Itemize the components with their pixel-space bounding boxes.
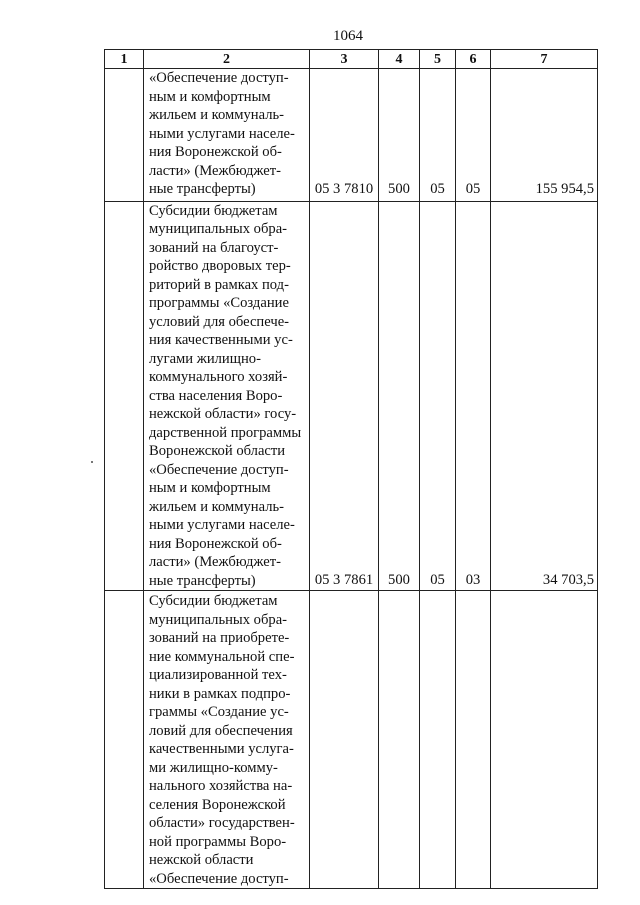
description-line: ройство дворовых тер- [149, 258, 291, 274]
header-col-1: 1 [105, 50, 144, 69]
header-col-3: 3 [310, 50, 379, 69]
description-line: риторий в рамках под- [149, 276, 289, 293]
description-line: «Обеспечение доступ- [149, 70, 289, 86]
description-line: жильем и коммуналь- [149, 107, 284, 123]
description-line: ные трансферты) [149, 572, 256, 589]
description-cell [144, 69, 310, 202]
description-line: «Обеспечение доступ- [149, 870, 289, 887]
description-line: программы «Создание [149, 295, 289, 311]
description-line: ния Воронежской об- [149, 144, 282, 160]
description-line: ные трансферты) [149, 181, 256, 197]
col5-cell: 05 [420, 201, 456, 591]
col4-cell: 500 [379, 201, 420, 591]
table-row [105, 69, 598, 202]
description-line: условий для обеспече- [149, 313, 290, 330]
row-index-cell [105, 591, 144, 889]
page-number: 1064 [333, 28, 363, 44]
description-line: «Обеспечение доступ- [149, 461, 289, 478]
row-index-cell [105, 69, 144, 202]
description-line: Субсидии бюджетам [149, 202, 278, 219]
description-line: ние коммунальной спе- [149, 648, 295, 665]
description-line: муниципальных обра- [149, 221, 288, 237]
description-line: ловий для обеспечения [149, 722, 293, 739]
description-line: зований на приобрете- [149, 630, 290, 646]
description-line: ным и комфортным [149, 88, 271, 105]
amount-cell: 155 954,5 [491, 69, 598, 202]
description-line: ния качественными ус- [149, 332, 293, 348]
code-cell: 05 3 7810 [310, 69, 379, 202]
description-line: ники в рамках подпро- [149, 685, 291, 702]
header-col-7: 7 [491, 50, 598, 69]
col6-cell [456, 591, 491, 889]
header-col-4: 4 [379, 50, 420, 69]
header-col-2: 2 [144, 50, 310, 69]
description-line: селения Воронежской [149, 796, 286, 813]
description-line: коммунального хозяй- [149, 369, 288, 385]
description-line: жильем и коммуналь- [149, 498, 284, 515]
description-line: нального хозяйства на- [149, 778, 293, 794]
description-line: граммы «Создание ус- [149, 704, 289, 720]
description-line: ными услугами населе- [149, 125, 295, 142]
description-line: муниципальных обра- [149, 611, 288, 628]
description-line: Воронежской области [149, 443, 286, 459]
table-row [105, 591, 598, 889]
code-cell: 05 3 7861 [310, 201, 379, 591]
description-line: ным и комфортным [149, 480, 271, 496]
description-line: Субсидии бюджетам [149, 593, 278, 609]
col4-cell [379, 591, 420, 889]
description-line: ласти» (Межбюджет- [149, 162, 281, 179]
scan-speck [91, 461, 93, 463]
header-col-5: 5 [420, 50, 456, 69]
description-cell [144, 201, 310, 591]
table-row [105, 201, 598, 591]
col5-cell: 05 [420, 69, 456, 202]
code-cell [310, 591, 379, 889]
description-line: качественными услуга- [149, 741, 294, 757]
amount-cell [491, 591, 598, 889]
description-line: ными услугами населе- [149, 517, 295, 533]
description-line: циализированной тех- [149, 667, 287, 683]
amount-cell: 34 703,5 [491, 201, 598, 591]
description-line: ласти» (Межбюджет- [149, 554, 281, 570]
description-line: области» государствен- [149, 815, 295, 831]
col5-cell [420, 591, 456, 889]
description-line: ства населения Воро- [149, 387, 283, 404]
description-line: лугами жилищно- [149, 350, 261, 367]
description-line: нежской области [149, 852, 254, 868]
description-line: ми жилищно-комму- [149, 759, 278, 776]
header-row [105, 50, 598, 69]
description-line: нежской области» госу- [149, 406, 297, 422]
description-cell [144, 591, 310, 889]
description-line: дарственной программы [149, 424, 302, 441]
col6-cell: 05 [456, 69, 491, 202]
col6-cell: 03 [456, 201, 491, 591]
description-line: ной программы Воро- [149, 833, 287, 850]
header-col-6: 6 [456, 50, 491, 69]
budget-table [104, 49, 598, 889]
description-line: ния Воронежской об- [149, 535, 282, 552]
col4-cell: 500 [379, 69, 420, 202]
row-index-cell [105, 201, 144, 591]
description-line: зований на благоуст- [149, 239, 279, 256]
